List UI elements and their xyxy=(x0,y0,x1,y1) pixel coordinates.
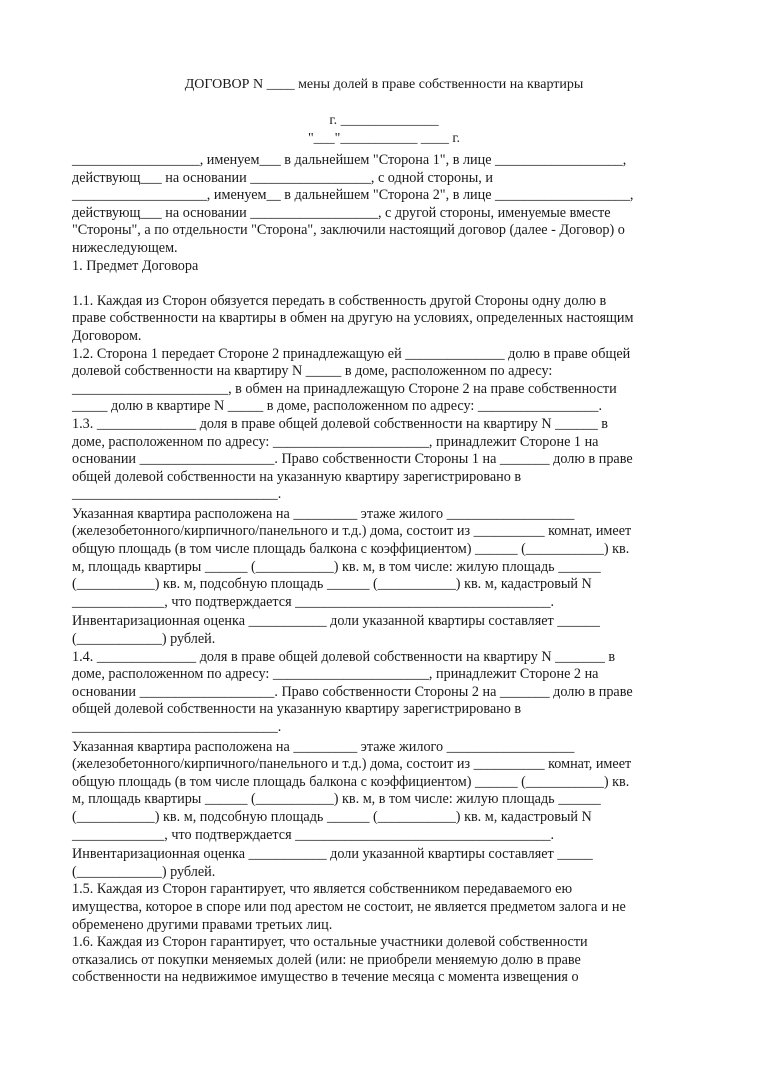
text-line: праве собственности на квартиры в обмен на другую на условиях, определенных настоящим xyxy=(72,310,634,327)
text-line: ______________________, в обмен на принадлежащую Стороне 2 на праве собственности xyxy=(72,380,617,397)
text-line: обременено другими правами третьих лиц. xyxy=(72,916,333,933)
text-line: общую площадь (в том числе площадь балкона с коэффициентом) ______ (___________) кв. xyxy=(72,773,630,790)
text-line: Указанная квартира расположена на _________ этаже жилого __________________ xyxy=(72,505,575,522)
text-line: (___________) кв. м, подсобную площадь ______ (___________) кв. м, кадастровый N xyxy=(72,808,592,825)
text-line: (____________) рублей. xyxy=(72,631,216,648)
text-line: (железобетонного/кирпичного/панельного и т.д.) дома, состоит из __________ комнат, имеет xyxy=(72,523,632,540)
text-line: долевой собственности на квартиру N _____ в доме, расположенном по адресу: xyxy=(72,363,553,380)
text-line: _____ долю в квартире N _____ в доме, расположенном по адресу: _________________. xyxy=(72,398,603,415)
text-line: основании ___________________. Право собственности Стороны 2 на _______ долю в праве xyxy=(72,683,633,700)
text-line: _____________________________. xyxy=(72,486,282,503)
text-line: 1.5. Каждая из Сторон гарантирует, что является собственником передаваемого ею xyxy=(72,881,573,898)
text-line: 1.3. ______________ доля в праве общей долевой собственности на квартиру N ______ в xyxy=(72,415,608,432)
text-line: общей долевой собственности на указанную квартиру зарегистрировано в xyxy=(72,468,522,485)
text-line: м, площадь квартиры ______ (___________) кв. м, в том числе: жилую площадь ______ xyxy=(72,558,601,575)
text-line: доме, расположенном по адресу: ______________________, принадлежит Стороне 2 на xyxy=(72,666,599,683)
text-line: Договором. xyxy=(72,327,142,344)
text-line: имущества, которое в споре или под арестом не состоит, не является предметом залога и не xyxy=(72,898,626,915)
text-line: (___________) кв. м, подсобную площадь ______ (___________) кв. м, кадастровый N xyxy=(72,576,592,593)
document-body xyxy=(72,152,692,987)
text-line: общей долевой собственности на указанную квартиру зарегистрировано в xyxy=(72,701,522,718)
text-line: (железобетонного/кирпичного/панельного и т.д.) дома, состоит из __________ комнат, имеет xyxy=(72,756,632,773)
text-line: _____________________________. xyxy=(72,719,282,735)
text-line: ___________________, именуем__ в дальнейшем "Сторона 2", в лице ___________________, xyxy=(72,187,634,204)
text-line: отказались от покупки меняемых долей (или: не приобрели меняемую долю в праве xyxy=(72,951,581,968)
text-line: Инвентаризационная оценка ___________ доли указанной квартиры составляет ______ xyxy=(72,613,600,630)
text-line: нижеследующем. xyxy=(72,239,178,256)
date-line: "___"___________ ____ г. xyxy=(307,131,461,146)
text-line: 1.4. ______________ доля в праве общей долевой собственности на квартиру N _______ в xyxy=(72,648,616,665)
text-line: собственности на недвижимое имущество в течение месяца с момента извещения о xyxy=(72,969,579,986)
text-line: 1.2. Сторона 1 передает Стороне 2 принадлежащую ей ______________ долю в праве общей xyxy=(72,345,631,362)
text-line: 1.6. Каждая из Сторон гарантирует, что остальные участники долевой собственности xyxy=(72,934,588,951)
text-line: _____________, что подтверждается ____________________________________. xyxy=(72,593,555,610)
text-line: __________________, именуем___ в дальнейшем "Сторона 1", в лице __________________, xyxy=(72,152,627,168)
text-line: действующ___ на основании __________________, с другой стороны, именуемые вместе xyxy=(72,204,611,221)
text-line: (____________) рублей. xyxy=(72,863,216,880)
text-line: основании ___________________. Право собственности Стороны 1 на _______ долю в праве xyxy=(72,451,633,468)
text-line: 1.1. Каждая из Сторон обязуется передать в собственность другой Стороны одну долю в xyxy=(72,292,607,309)
text-line: 1. Предмет Договора xyxy=(72,257,199,274)
document-title: ДОГОВОР N ____ мены долей в праве собственности на квартиры xyxy=(184,77,584,92)
blank-line xyxy=(72,275,692,293)
text-line: общую площадь (в том числе площадь балкона с коэффициентом) ______ (___________) кв. xyxy=(72,541,630,558)
text-line: Указанная квартира расположена на _________ этаже жилого __________________ xyxy=(72,738,575,755)
text-line: доме, расположенном по адресу: ______________________, принадлежит Стороне 1 на xyxy=(72,433,599,450)
text-line: _____________, что подтверждается ____________________________________. xyxy=(72,826,555,843)
city-line: г. ______________ xyxy=(329,113,439,128)
text-line: "Стороны", а по отдельности "Сторона", заключили настоящий договор (далее - Договор) о xyxy=(72,222,625,239)
text-line: действующ___ на основании _________________, с одной стороны, и xyxy=(72,169,493,186)
text-line: м, площадь квартиры ______ (___________) кв. м, в том числе: жилую площадь ______ xyxy=(72,791,601,808)
text-line: Инвентаризационная оценка ___________ доли указанной квартиры составляет _____ xyxy=(72,846,593,863)
